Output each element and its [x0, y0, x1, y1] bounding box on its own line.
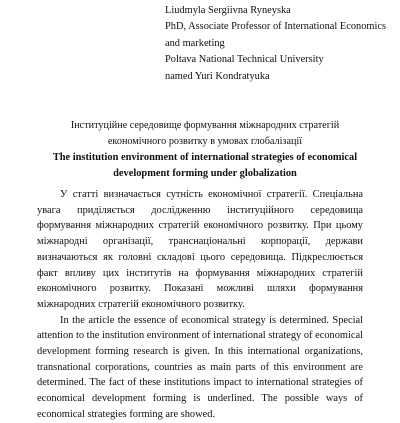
- title-english-line-1: The institution environment of international strategies of economical: [52, 151, 358, 163]
- author-block: [165, 3, 395, 85]
- abstract-ukrainian: У статті визначається сутність економічної стратегії. Спеціальна увага приділяється дослідженню інституційного середовища формування міжнародних стратегій економічного розвитку. При цьому міжнародні організації, транснаціональні корпорації, держави визначаються як головні складові цього середовища. Підкреслюється факт впливу цих інститутів на формування міжнародних стратегій економічного розвитку. Показані можливі шляхи формування міжнародних стратегій економічного розвитку.: [37, 189, 363, 310]
- author-department: and marketing: [165, 37, 225, 49]
- title-ukrainian-line-1: Інституційне середовище формування міжнародних стратегій: [70, 120, 340, 131]
- author-position: PhD, Associate Professor of International Economics: [165, 21, 387, 33]
- author-name: Liudmyla Sergiivna Ryneyska: [165, 5, 291, 16]
- author-university-named: named Yuri Kondratyuka: [165, 70, 270, 82]
- abstract-body: [37, 187, 363, 423]
- title-english-line-2: development forming under globalization: [113, 167, 297, 179]
- title-block: [40, 118, 370, 182]
- abstract-english: In the article the essence of economical strategy is determined. Special attention to the institution environment of international strategy of economical development forming research is given. In this international organizations, transnational corporations, countries as main parts of this environment are determined. The fact of these institutions impact to international strategies of economical development forming is underlined. The possible ways of economical strategies forming are showed.: [37, 314, 363, 420]
- author-university: Poltava National Technical University: [165, 54, 324, 66]
- title-ukrainian-line-2: економічного розвитку в умовах глобалізації: [107, 135, 303, 147]
